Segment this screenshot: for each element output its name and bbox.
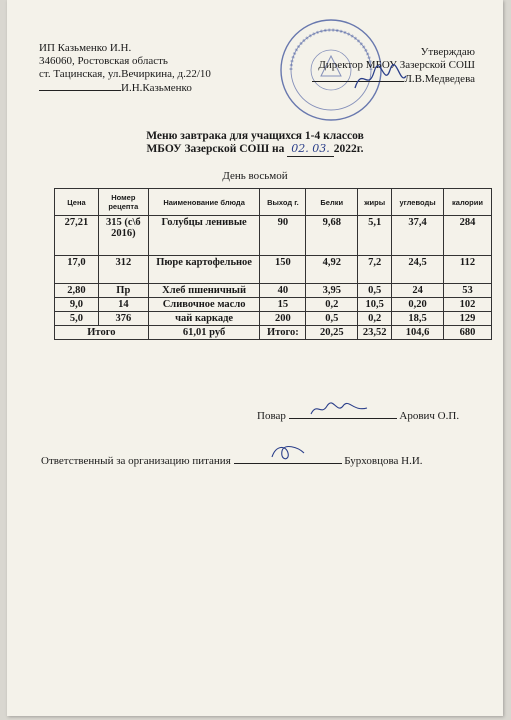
- day-label: День восьмой: [222, 170, 288, 182]
- recipe-cell: 14: [98, 298, 148, 312]
- total-row: [55, 326, 492, 340]
- approval-label: Утверждаю: [420, 46, 475, 58]
- recipe-cell: Пр: [98, 284, 148, 298]
- dish-cell: Хлеб пшеничный: [148, 284, 260, 298]
- org-address-street: ст. Тацинская, ул.Вечиркина, д.22/10: [39, 68, 211, 80]
- org-signature-line: [39, 81, 211, 95]
- dish-cell: чай каркаде: [148, 312, 260, 326]
- year-label: 2022г.: [333, 143, 364, 155]
- price-cell: 17,0: [55, 256, 99, 284]
- total-kcal: 680: [444, 326, 492, 340]
- total-protein: 20,25: [306, 326, 358, 340]
- document-page: [7, 0, 503, 716]
- table-row: [55, 256, 492, 284]
- price-cell: 9,0: [55, 298, 99, 312]
- fat-cell: 0,2: [358, 312, 392, 326]
- total-price: 61,01 руб: [148, 326, 260, 340]
- protein-cell: 4,92: [306, 256, 358, 284]
- total-carbs: 104,6: [392, 326, 444, 340]
- carbs-cell: 24,5: [392, 256, 444, 284]
- total-label-2: Итого:: [260, 326, 306, 340]
- responsible-name: Бурховцова Н.И.: [344, 455, 423, 467]
- org-signatory: И.Н.Казьменко: [121, 82, 192, 94]
- fat-cell: 10,5: [358, 298, 392, 312]
- total-label: Итого: [55, 326, 149, 340]
- kcal-cell: 284: [444, 216, 492, 256]
- recipe-cell: 376: [98, 312, 148, 326]
- organization-header: [39, 42, 211, 95]
- column-header: Номер рецепта: [98, 189, 148, 216]
- protein-cell: 0,5: [306, 312, 358, 326]
- carbs-cell: 0,20: [392, 298, 444, 312]
- kcal-cell: 112: [444, 256, 492, 284]
- portion-cell: 15: [260, 298, 306, 312]
- approval-position: Директор МБОУ Зазерской СОШ: [318, 59, 475, 71]
- carbs-cell: 24: [392, 284, 444, 298]
- table-header-row: [55, 189, 492, 216]
- school-label: МБОУ Зазерской СОШ на: [146, 143, 285, 155]
- column-header: Наименование блюда: [148, 189, 260, 216]
- dish-cell: Сливочное масло: [148, 298, 260, 312]
- portion-cell: 200: [260, 312, 306, 326]
- cook-name: Арович О.П.: [399, 410, 460, 422]
- cook-signature: [309, 400, 369, 418]
- responsible-signature: [268, 443, 308, 463]
- protein-cell: 3,95: [306, 284, 358, 298]
- fat-cell: 7,2: [358, 256, 392, 284]
- menu-table: [54, 188, 492, 340]
- fat-cell: 5,1: [358, 216, 392, 256]
- menu-subtitle: [7, 142, 503, 157]
- fat-cell: 0,5: [358, 284, 392, 298]
- carbs-cell: 18,5: [392, 312, 444, 326]
- portion-cell: 40: [260, 284, 306, 298]
- total-fat: 23,52: [358, 326, 392, 340]
- carbs-cell: 37,4: [392, 216, 444, 256]
- table-row: [55, 312, 492, 326]
- org-name: ИП Казьменко И.Н.: [39, 42, 132, 54]
- dish-cell: Пюре картофельное: [148, 256, 260, 284]
- price-cell: 27,21: [55, 216, 99, 256]
- dish-cell: Голубцы ленивые: [148, 216, 260, 256]
- kcal-cell: 53: [444, 284, 492, 298]
- column-header: калории: [444, 189, 492, 216]
- handwritten-date: 02. 03.: [287, 142, 333, 157]
- responsible-role: Ответственный за организацию питания: [41, 455, 231, 467]
- protein-cell: 0,2: [306, 298, 358, 312]
- column-header: Белки: [306, 189, 358, 216]
- price-cell: 5,0: [55, 312, 99, 326]
- protein-cell: 9,68: [306, 216, 358, 256]
- portion-cell: 90: [260, 216, 306, 256]
- cook-signature-block: [257, 408, 459, 422]
- cook-role: Повар: [257, 410, 286, 422]
- table-row: [55, 216, 492, 256]
- signature-blank: [39, 81, 121, 91]
- column-header: Цена: [55, 189, 99, 216]
- recipe-cell: 315 (с\б 2016): [98, 216, 148, 256]
- menu-title: Меню завтрака для учащихся 1-4 классов: [146, 130, 364, 142]
- responsible-signature-block: [41, 453, 423, 467]
- column-header: углеводы: [392, 189, 444, 216]
- table-row: [55, 284, 492, 298]
- column-header: жиры: [358, 189, 392, 216]
- kcal-cell: 102: [444, 298, 492, 312]
- price-cell: 2,80: [55, 284, 99, 298]
- table-row: [55, 298, 492, 312]
- column-header: Выход г.: [260, 189, 306, 216]
- approval-signatory: Л.В.Медведева: [404, 73, 475, 85]
- recipe-cell: 312: [98, 256, 148, 284]
- director-signature: [350, 58, 410, 98]
- signature-blank: [289, 408, 397, 419]
- portion-cell: 150: [260, 256, 306, 284]
- org-address-region: 346060, Ростовская область: [39, 55, 168, 67]
- signature-blank: [234, 453, 342, 464]
- kcal-cell: 129: [444, 312, 492, 326]
